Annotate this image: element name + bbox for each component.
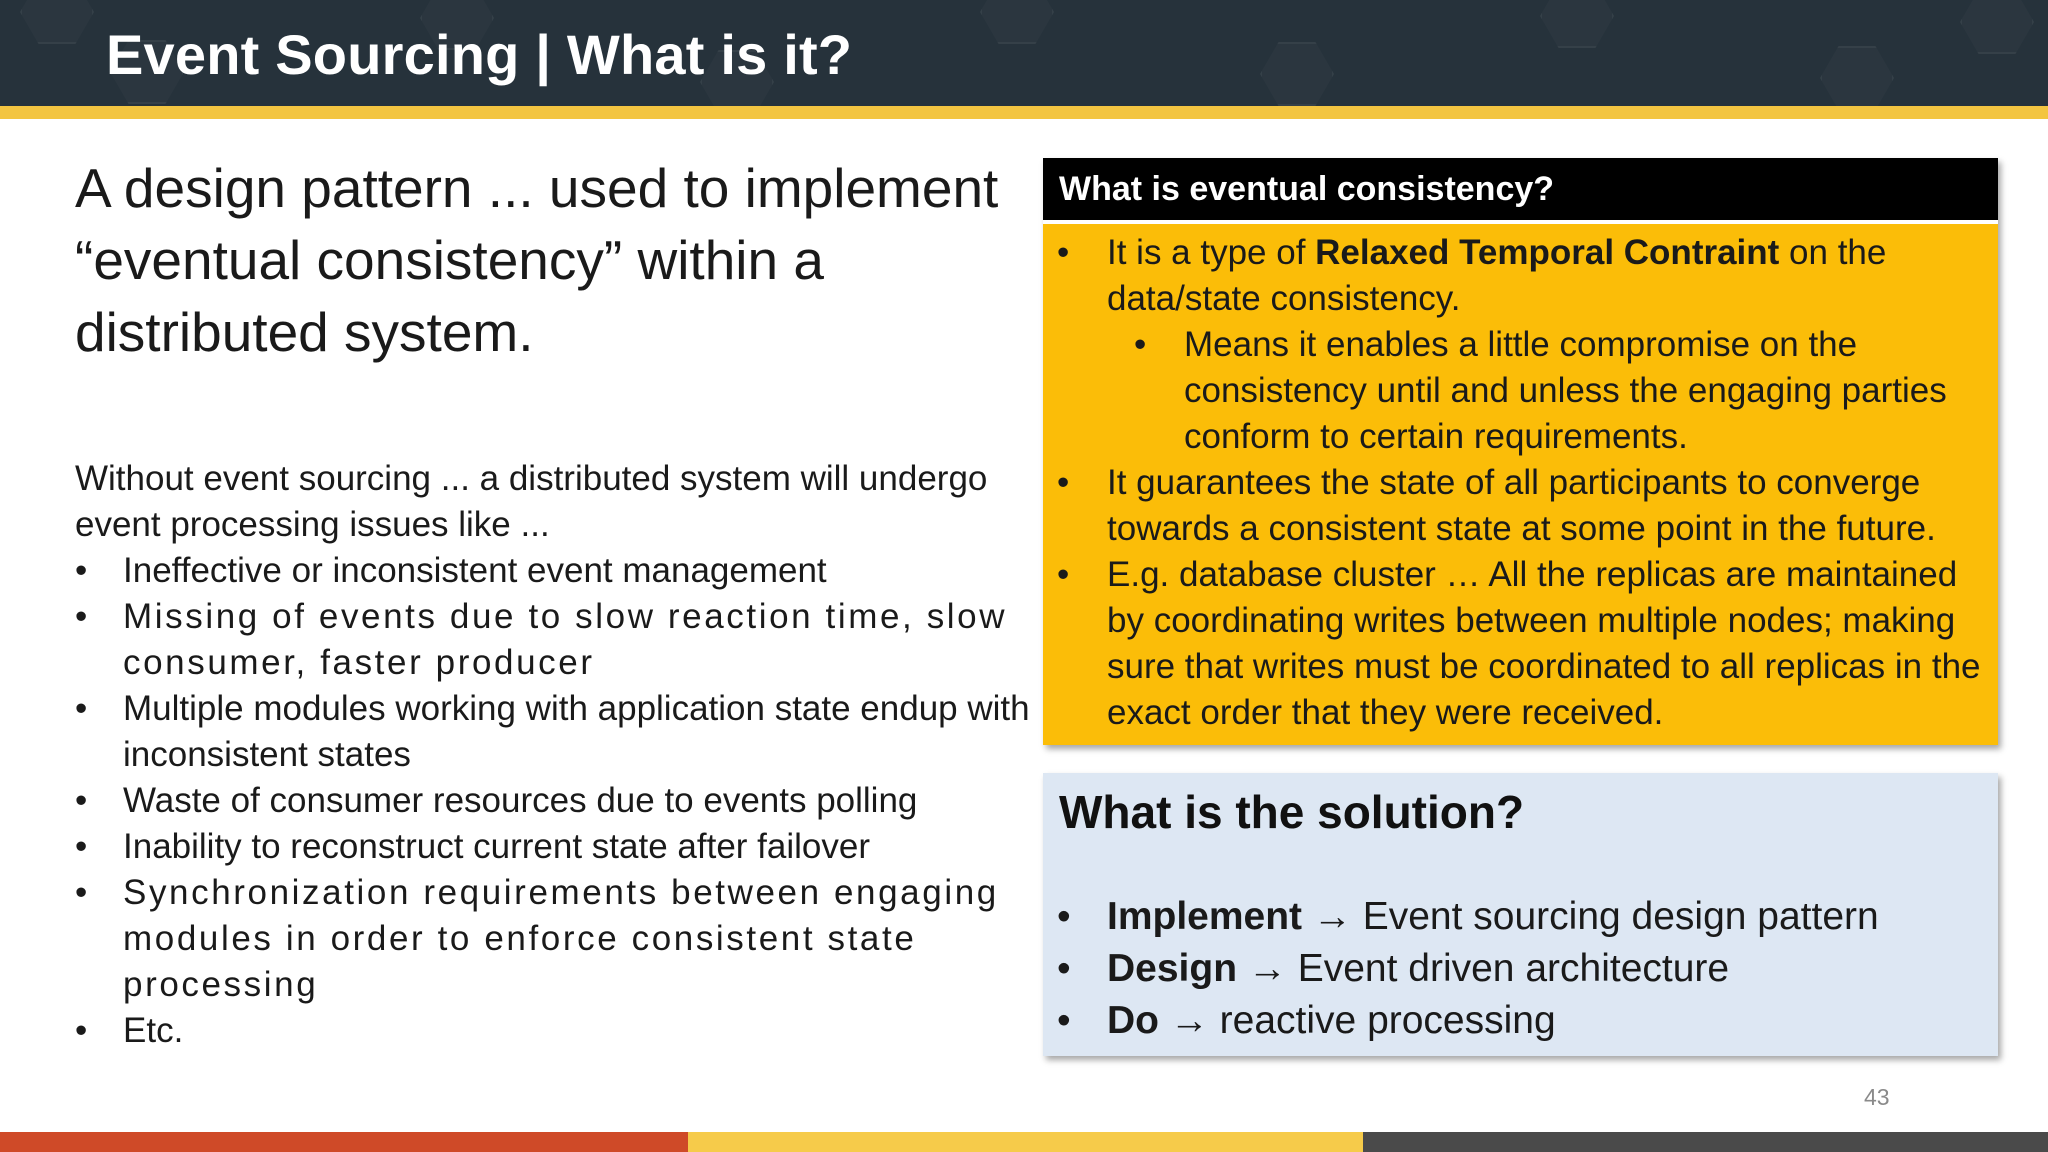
bullet-icon: • <box>75 1011 88 1050</box>
list-item: • Multiple modules working with application state endup with inconsistent states <box>75 686 1035 778</box>
arrow-icon: → <box>1237 947 1298 990</box>
eventual-consistency-panel <box>1043 158 1998 745</box>
bullet-icon: • <box>75 827 88 866</box>
bullet-icon: • <box>75 873 88 912</box>
list-item: • Synchronization requirements between engaging modules in order to enforce consistent state processing <box>75 870 1035 1008</box>
title-bar <box>0 0 2048 106</box>
solution-heading: What is the solution? <box>1059 786 1525 838</box>
lead-statement: A design pattern ... used to implement “eventual consistency” within a distributed system. <box>75 157 999 363</box>
solution-list <box>1057 891 1879 1047</box>
footer-segment-yellow <box>688 1132 1363 1152</box>
bullet-icon: • <box>1057 233 1070 272</box>
bullet-icon: • <box>1057 947 1071 990</box>
list-item: • Waste of consumer resources due to events polling <box>75 778 1035 824</box>
list-item: • Etc. <box>75 1008 1035 1054</box>
footer-color-bar <box>0 1132 2048 1152</box>
list-item: • E.g. database cluster … All the replicas are maintained by coordinating writes between multiple nodes; making sure that writes must be coordinated to all replicas in the exact order that they were received. <box>1057 552 1987 736</box>
list-item: • Ineffective or inconsistent event management <box>75 548 1035 594</box>
page-number: 43 <box>1864 1084 1890 1110</box>
list-item: • Missing of events due to slow reaction time, slow consumer, faster producer <box>75 594 1035 686</box>
list-item: • Design → Event driven architecture <box>1057 943 1879 995</box>
bullet-icon: • <box>1057 895 1071 938</box>
eventual-consistency-body <box>1043 224 1998 745</box>
bullet-icon: • <box>75 597 88 636</box>
slide-title: Event Sourcing | What is it? <box>106 23 853 86</box>
arrow-icon: → <box>1159 999 1220 1042</box>
footer-segment-gray <box>1363 1132 2048 1152</box>
bullet-icon: • <box>75 551 88 590</box>
list-item: • Inability to reconstruct current state after failover <box>75 824 1035 870</box>
bullet-icon: • <box>1057 555 1070 594</box>
title-underline <box>0 106 2048 119</box>
bullet-icon: • <box>1134 325 1147 364</box>
list-item: • Do → reactive processing <box>1057 995 1879 1047</box>
list-item: • It is a type of Relaxed Temporal Contraint on the data/state consistency. <box>1057 230 1987 322</box>
list-item: • Means it enables a little compromise on the consistency until and unless the engaging parties conform to certain requirements. <box>1057 322 1987 460</box>
eventual-consistency-list <box>1057 230 1987 736</box>
intro-text: Without event sourcing ... a distributed system will undergo event processing issues like ... <box>75 459 988 544</box>
list-item: • It guarantees the state of all participants to converge towards a consistent state at some point in the future. <box>1057 460 1987 552</box>
bullet-icon: • <box>1057 463 1070 502</box>
issues-list <box>75 548 1035 1054</box>
bullet-icon: • <box>1057 999 1071 1042</box>
footer-segment-red <box>0 1132 688 1152</box>
arrow-icon: → <box>1302 895 1363 938</box>
bullet-icon: • <box>75 781 88 820</box>
solution-panel <box>1043 773 1998 1056</box>
eventual-consistency-heading: What is eventual consistency? <box>1043 158 1998 224</box>
list-item: • Implement → Event sourcing design pattern <box>1057 891 1879 943</box>
bullet-icon: • <box>75 689 88 728</box>
